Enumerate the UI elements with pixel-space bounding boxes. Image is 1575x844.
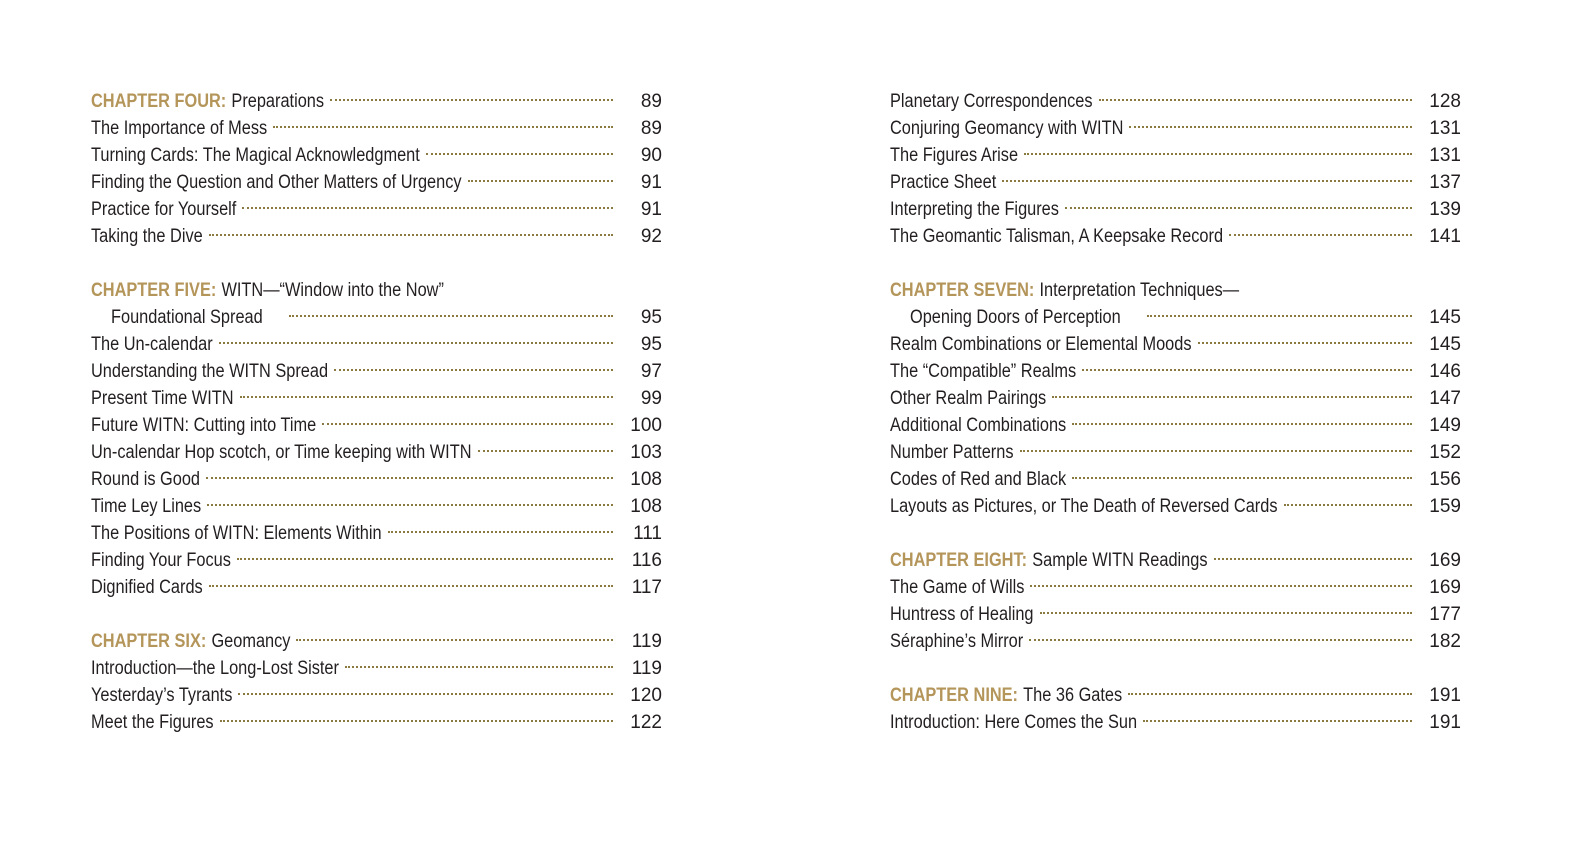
chapter-title: WITN—“Window into the Now”: [221, 280, 444, 301]
page-number: 119: [631, 631, 662, 652]
page-number: 169: [1429, 550, 1461, 571]
entry-title: Séraphine’s Mirror: [890, 631, 1024, 652]
entry-title: Codes of Red and Black: [890, 469, 1067, 490]
chapter-label: CHAPTER SIX:: [91, 631, 207, 652]
toc-entry[interactable]: [91, 655, 662, 682]
toc-chapter-heading[interactable]: [890, 277, 1461, 304]
dot-leader: [345, 666, 613, 668]
chapter-subtitle: Foundational Spread: [111, 307, 263, 328]
dot-leader: [209, 585, 613, 587]
entry-title: Huntress of Healing: [890, 604, 1034, 625]
dot-leader: [1129, 126, 1412, 128]
toc-entry[interactable]: [91, 493, 662, 520]
spacer: [890, 520, 1461, 547]
toc-chapter-entry[interactable]: [91, 304, 662, 331]
toc-entry[interactable]: [890, 169, 1461, 196]
page-number: 169: [1429, 577, 1461, 598]
entry-title: The Figures Arise: [890, 145, 1019, 166]
dot-leader: [1072, 477, 1412, 479]
dot-leader: [1284, 504, 1413, 506]
page-number: 103: [630, 442, 662, 463]
page-number: 145: [1429, 334, 1461, 355]
entry-title: Turning Cards: The Magical Acknowledgment: [91, 145, 420, 166]
entry-title: Meet the Figures: [91, 712, 214, 733]
dot-leader: [1020, 450, 1412, 452]
dot-leader: [468, 180, 613, 182]
toc-entry[interactable]: [91, 142, 662, 169]
toc-entry[interactable]: [890, 628, 1461, 655]
dot-leader: [1024, 153, 1412, 155]
dot-leader: [1214, 558, 1413, 560]
entry-title: Interpreting the Figures: [890, 199, 1059, 220]
page-number: 191: [1429, 685, 1461, 706]
toc-chapter-entry[interactable]: [91, 628, 662, 655]
toc-entry[interactable]: [890, 358, 1461, 385]
toc-entry[interactable]: [91, 574, 662, 601]
page-number: 108: [630, 469, 662, 490]
dot-leader: [242, 207, 613, 209]
dot-leader: [1147, 315, 1412, 317]
spacer: [890, 655, 1461, 682]
chapter-label: CHAPTER FOUR:: [91, 91, 227, 112]
page-number: 95: [640, 334, 662, 355]
dot-leader: [1143, 720, 1412, 722]
spacer: [91, 250, 662, 277]
entry-title: Conjuring Geomancy with WITN: [890, 118, 1124, 139]
page-number: 119: [631, 658, 662, 679]
chapter-title: Preparations: [231, 91, 325, 112]
toc-entry[interactable]: [91, 709, 662, 736]
entry-title: Un-calendar Hop scotch, or Time keeping with WITN: [91, 442, 472, 463]
page-number: 108: [630, 496, 662, 517]
dot-leader: [322, 423, 613, 425]
toc-entry[interactable]: [91, 196, 662, 223]
chapter-label: CHAPTER SEVEN:: [890, 280, 1035, 301]
chapter-title: The 36 Gates: [1023, 685, 1123, 706]
entry-title: Finding Your Focus: [91, 550, 231, 571]
dot-leader: [1065, 207, 1412, 209]
toc-entry[interactable]: [91, 331, 662, 358]
toc-entry[interactable]: [91, 385, 662, 412]
page-number: 131: [1429, 118, 1461, 139]
dot-leader: [207, 504, 613, 506]
dot-leader: [426, 153, 613, 155]
entry-title: Planetary Correspondences: [890, 91, 1093, 112]
page-number: 191: [1429, 712, 1461, 733]
page-number: 149: [1429, 415, 1461, 436]
page-number: 89: [640, 91, 662, 112]
toc-entry[interactable]: [91, 439, 662, 466]
dot-leader: [289, 315, 613, 317]
dot-leader: [1128, 693, 1412, 695]
page-number: 111: [633, 523, 662, 544]
page-number: 159: [1429, 496, 1461, 517]
toc-entry[interactable]: [91, 682, 662, 709]
entry-title: Dignified Cards: [91, 577, 203, 598]
dot-leader: [1052, 396, 1412, 398]
entry-title: Future WITN: Cutting into Time: [91, 415, 317, 436]
dot-leader: [478, 450, 614, 452]
toc-entry[interactable]: [890, 601, 1461, 628]
entry-title: Introduction: Here Comes the Sun: [890, 712, 1138, 733]
entry-title: Taking the Dive: [91, 226, 203, 247]
page-number: 92: [640, 226, 662, 247]
chapter-subtitle: Opening Doors of Perception: [910, 307, 1121, 328]
page-number: 145: [1429, 307, 1461, 328]
dot-leader: [206, 477, 613, 479]
toc-entry[interactable]: [890, 331, 1461, 358]
page-number: 146: [1429, 361, 1461, 382]
page-number: 90: [640, 145, 662, 166]
dot-leader: [273, 126, 613, 128]
dot-leader: [330, 99, 613, 101]
page-number: 120: [630, 685, 662, 706]
entry-title: The Un-calendar: [91, 334, 213, 355]
page-number: 182: [1429, 631, 1461, 652]
entry-title: Realm Combinations or Elemental Moods: [890, 334, 1192, 355]
toc-chapter-entry[interactable]: [890, 682, 1461, 709]
dot-leader: [1040, 612, 1413, 614]
chapter-label: CHAPTER EIGHT:: [890, 550, 1028, 571]
chapter-label: CHAPTER FIVE:: [91, 280, 217, 301]
entry-title: The Geomantic Talisman, A Keepsake Record: [890, 226, 1224, 247]
entry-title: The Positions of WITN: Elements Within: [91, 523, 382, 544]
dot-leader: [1229, 234, 1412, 236]
toc-entry[interactable]: [91, 547, 662, 574]
toc-chapter-entry[interactable]: [890, 304, 1461, 331]
page-number: 147: [1429, 388, 1461, 409]
entry-title: Yesterday’s Tyrants: [91, 685, 233, 706]
page-number: 116: [631, 550, 662, 571]
entry-title: Other Realm Pairings: [890, 388, 1047, 409]
toc-chapter-entry[interactable]: [890, 547, 1461, 574]
page-number: 152: [1429, 442, 1461, 463]
entry-title: Number Patterns: [890, 442, 1014, 463]
page-number: 99: [640, 388, 662, 409]
toc-entry[interactable]: [91, 223, 662, 250]
dot-leader: [1002, 180, 1412, 182]
entry-title: The Game of Wills: [890, 577, 1025, 598]
toc-entry[interactable]: [890, 196, 1461, 223]
toc-entry[interactable]: [91, 358, 662, 385]
dot-leader: [220, 720, 613, 722]
entry-title: The “Compatible” Realms: [890, 361, 1077, 382]
toc-entry[interactable]: [91, 169, 662, 196]
entry-title: Practice for Yourself: [91, 199, 237, 220]
chapter-title: Sample WITN Readings: [1032, 550, 1208, 571]
entry-title: Layouts as Pictures, or The Death of Reversed Cards: [890, 496, 1278, 517]
entry-title: Practice Sheet: [890, 172, 997, 193]
page-number: 122: [630, 712, 662, 733]
dot-leader: [1029, 639, 1412, 641]
page-number: 91: [640, 172, 662, 193]
page-number: 91: [640, 199, 662, 220]
page-number: 177: [1429, 604, 1461, 625]
page-number: 137: [1429, 172, 1461, 193]
chapter-label: CHAPTER NINE:: [890, 685, 1019, 706]
page-number: 139: [1429, 199, 1461, 220]
page-number: 95: [640, 307, 662, 328]
entry-title: Finding the Question and Other Matters of Urgency: [91, 172, 462, 193]
dot-leader: [209, 234, 613, 236]
page-number: 156: [1429, 469, 1461, 490]
dot-leader: [1099, 99, 1412, 101]
page-number: 97: [640, 361, 662, 382]
toc-entry[interactable]: [890, 412, 1461, 439]
entry-title: Understanding the WITN Spread: [91, 361, 329, 382]
entry-title: Round is Good: [91, 469, 201, 490]
toc-entry[interactable]: [91, 115, 662, 142]
dot-leader: [238, 693, 613, 695]
toc-entry[interactable]: [91, 412, 662, 439]
toc-entry[interactable]: [890, 493, 1461, 520]
toc-entry[interactable]: [890, 223, 1461, 250]
dot-leader: [237, 558, 613, 560]
spacer: [91, 601, 662, 628]
toc-entry[interactable]: [890, 574, 1461, 601]
dot-leader: [1082, 369, 1412, 371]
dot-leader: [1030, 585, 1412, 587]
chapter-title: Interpretation Techniques—: [1039, 280, 1240, 301]
entry-title: Time Ley Lines: [91, 496, 202, 517]
dot-leader: [388, 531, 613, 533]
toc-chapter-heading[interactable]: [91, 277, 662, 304]
entry-title: Additional Combinations: [890, 415, 1067, 436]
entry-title: Present Time WITN: [91, 388, 234, 409]
page-number: 141: [1429, 226, 1461, 247]
page-number: 128: [1429, 91, 1461, 112]
toc-entry[interactable]: [890, 115, 1461, 142]
toc-left-column: [91, 88, 662, 736]
chapter-title: Geomancy: [211, 631, 291, 652]
page-number: 89: [640, 118, 662, 139]
toc-entry[interactable]: [890, 385, 1461, 412]
toc-entry[interactable]: [91, 520, 662, 547]
dot-leader: [240, 396, 613, 398]
toc-entry[interactable]: [890, 466, 1461, 493]
page-number: 117: [631, 577, 662, 598]
toc-entry[interactable]: [890, 142, 1461, 169]
dot-leader: [1072, 423, 1412, 425]
page-number: 131: [1429, 145, 1461, 166]
toc-right-column: [890, 88, 1461, 736]
toc-entry[interactable]: [890, 709, 1461, 736]
entry-title: Introduction—the Long-Lost Sister: [91, 658, 339, 679]
dot-leader: [1198, 342, 1412, 344]
dot-leader: [334, 369, 613, 371]
toc-entry[interactable]: [890, 439, 1461, 466]
toc-chapter-entry[interactable]: [91, 88, 662, 115]
toc-entry[interactable]: [91, 466, 662, 493]
entry-title: The Importance of Mess: [91, 118, 268, 139]
toc-entry[interactable]: [890, 88, 1461, 115]
page-number: 100: [630, 415, 662, 436]
spacer: [890, 250, 1461, 277]
dot-leader: [219, 342, 613, 344]
dot-leader: [296, 639, 613, 641]
